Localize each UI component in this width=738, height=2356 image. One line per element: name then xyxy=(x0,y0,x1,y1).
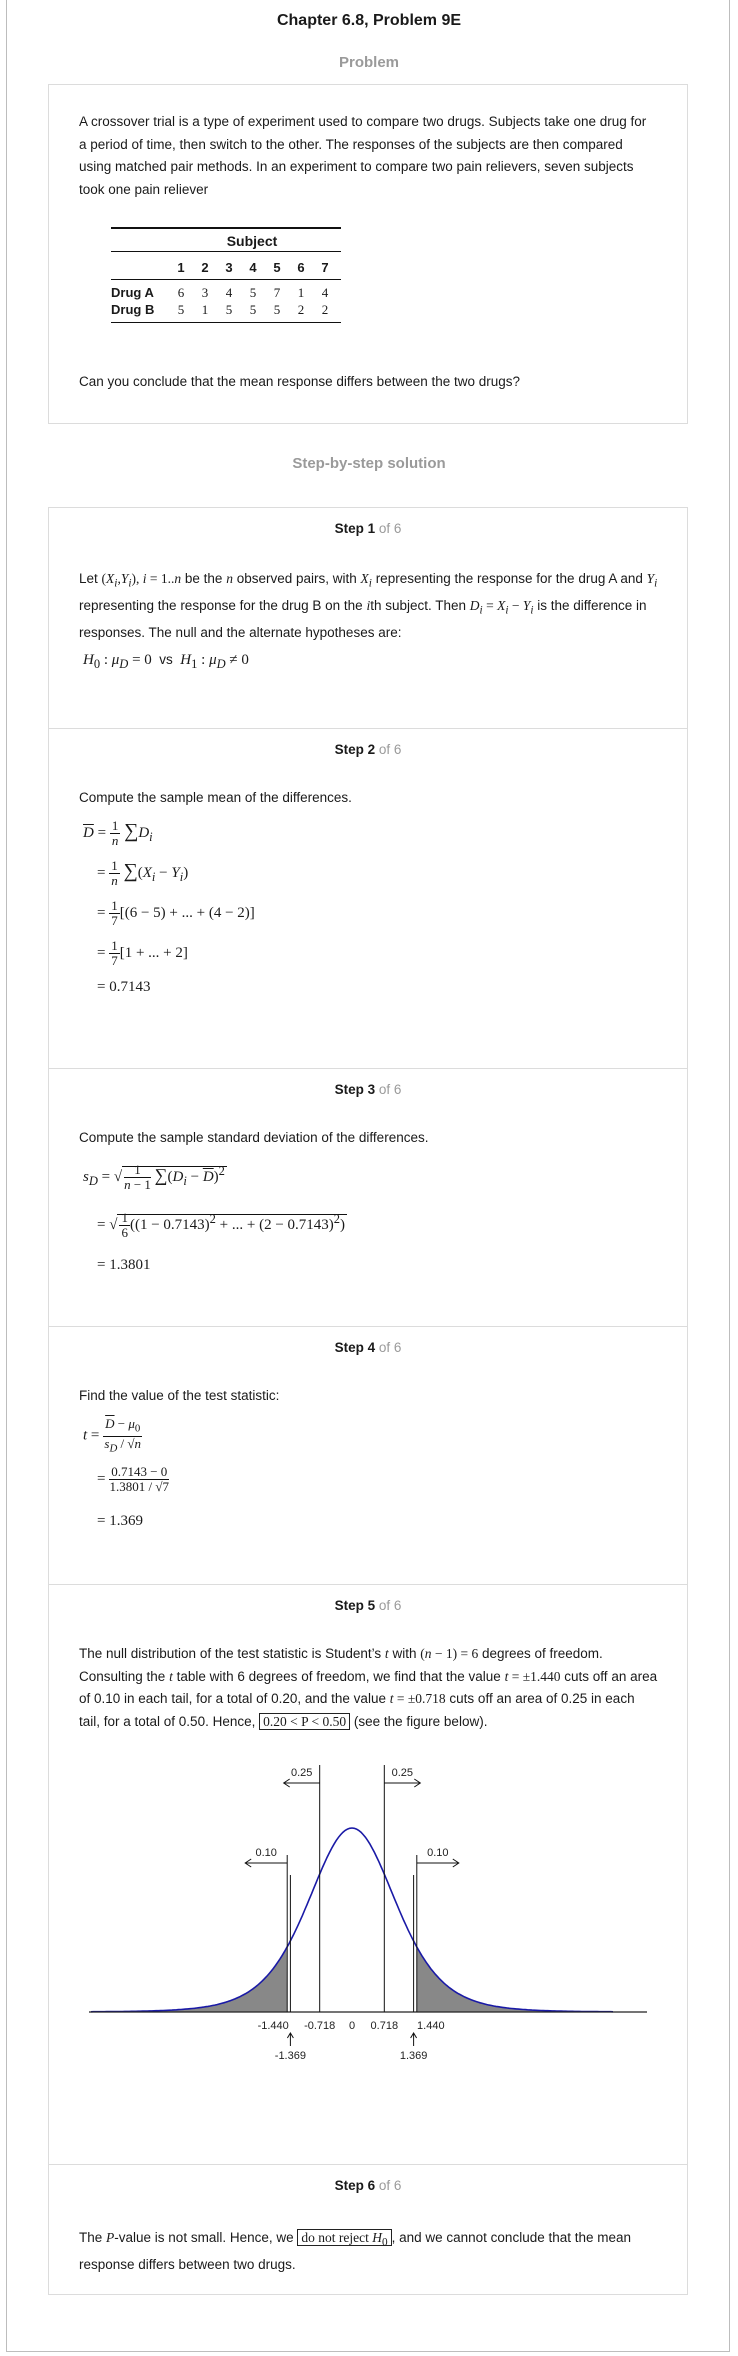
problem-question: Can you conclude that the mean response differs between the two drugs? xyxy=(79,374,521,389)
p-range-box: 0.20 < P < 0.50 xyxy=(259,1713,350,1730)
step-4-card xyxy=(48,1327,688,1585)
mean-eq-1: $\overline{D}$ = $\frac{1}{n}$ $\sum D_i$ xyxy=(83,818,153,848)
step-1-card xyxy=(48,507,688,729)
mean-eq-2: = $\frac{1}{n}$ $\sum(X_i - Y_i)$ xyxy=(97,858,189,888)
area-arrow xyxy=(245,1859,287,1867)
step-4-title: Step 4 of 6 xyxy=(334,1340,402,1355)
area-label: 0.10 xyxy=(255,1847,277,1859)
step-4-intro: Find the value of the test statistic: xyxy=(79,1388,280,1403)
drug-value: 1 xyxy=(201,302,209,317)
t-result: = 1.369 xyxy=(97,1513,143,1529)
step-5-title: Step 5 of 6 xyxy=(334,1598,402,1613)
drug-value: 5 xyxy=(249,285,257,300)
step-5-card xyxy=(48,1585,688,2165)
drug-label: Drug B xyxy=(111,302,155,317)
observed-label: 1.369 xyxy=(399,2050,428,2062)
tick-label: 0.718 xyxy=(370,2020,399,2032)
solution-heading: Step-by-step solution xyxy=(292,455,446,472)
hypotheses: $H_0$ : $\mu_D = 0$ vs $H_1$ : $\mu_D \ne 0$ xyxy=(83,652,249,671)
observed-arrow xyxy=(287,2033,293,2046)
drug-row xyxy=(111,301,341,318)
tick-label: -0.718 xyxy=(304,2020,336,2032)
drug-value: 2 xyxy=(321,302,329,317)
step-1-title: Step 1 of 6 xyxy=(334,521,402,536)
drug-value: 5 xyxy=(273,302,281,317)
tick-label: -1.440 xyxy=(257,2020,289,2032)
area-label: 0.25 xyxy=(290,1767,313,1779)
drug-value: 5 xyxy=(177,302,185,317)
step-2-intro: Compute the sample mean of the differences. xyxy=(79,790,352,805)
subject-number: 2 xyxy=(201,260,209,275)
problem-text: A crossover trial is a type of experiment used to compare two drugs. Subjects take one drug for a period of time, then switch to the other. The responses of the subjects are then compared using matched pair methods. In an experiment to compare two pain relievers, seven subjects took one pain reliever xyxy=(79,114,647,197)
step-2-card xyxy=(48,729,688,1069)
tick-label: 0 xyxy=(348,2020,356,2032)
area-label: 0.25 xyxy=(391,1767,414,1779)
observed-label: -1.369 xyxy=(274,2050,306,2062)
drug-value: 3 xyxy=(201,285,209,300)
conclusion-box: do not reject $H_0$ xyxy=(297,2229,391,2246)
step-6-title: Step 6 of 6 xyxy=(334,2178,402,2193)
subject-number: 3 xyxy=(225,260,233,275)
drug-row xyxy=(111,284,341,301)
step-6-text: The P-value is not small. Hence, we do not reject $H_0$ , and we cannot conclude that the mean response differs between two drugs. xyxy=(79,2230,632,2273)
area-arrow xyxy=(417,1859,459,1867)
mean-eq-3: = $\frac{1}{7}$ [(6 − 5) + ... + (4 − 2)] xyxy=(97,898,255,928)
drug-value: 1 xyxy=(297,285,305,300)
page-title: Chapter 6.8, Problem 9E xyxy=(276,12,462,29)
step-6-card xyxy=(48,2165,688,2295)
subject-header xyxy=(165,252,341,255)
drug-value: 5 xyxy=(225,302,233,317)
step-3-card xyxy=(48,1069,688,1327)
tick-label: 1.440 xyxy=(417,2020,445,2032)
drug-value: 4 xyxy=(225,285,233,300)
left-tail-area xyxy=(91,1948,287,2012)
right-tail-area xyxy=(417,1947,613,2012)
sd-eq-1: $s_D$ = √ $\frac{1}{n - 1}$ $\sum(D_i - \overline{D})^2$ xyxy=(83,1162,225,1192)
drug-value: 4 xyxy=(321,285,329,300)
t-distribution-figure xyxy=(49,1745,687,2135)
problem-heading: Problem xyxy=(338,54,399,71)
mean-eq-4: = $\frac{1}{7}$ [1 + ... + 2] xyxy=(97,938,188,968)
step-2-title: Step 2 of 6 xyxy=(334,742,402,757)
step-3-intro: Compute the sample standard deviation of the differences. xyxy=(79,1130,429,1145)
t-eq-1: t = $\frac{\overline{D} - \mu_0}{s_D / √n}$ xyxy=(83,1416,142,1455)
subject-number: 1 xyxy=(177,260,185,275)
drug-value: 7 xyxy=(273,285,281,300)
mean-result: = 0.7143 xyxy=(97,979,151,995)
area-arrow xyxy=(384,1779,420,1787)
drug-label: Drug A xyxy=(111,285,154,300)
subject-number: 4 xyxy=(249,260,257,275)
table-caption: Subject xyxy=(226,233,278,249)
step-3-title: Step 3 of 6 xyxy=(334,1082,402,1097)
area-arrow xyxy=(284,1779,320,1787)
subject-number: 5 xyxy=(273,260,281,275)
observed-arrow xyxy=(411,2033,417,2046)
problem-card xyxy=(48,84,688,424)
subject-number: 6 xyxy=(297,260,305,275)
sd-eq-2: = √ $\frac{1}{6}$ ($(1 - 0.7143)^2$ + ... + $(2 - 0.7143)^2$) xyxy=(97,1210,346,1240)
area-label: 0.10 xyxy=(427,1847,449,1859)
step-1-text: Let $(X_i,Y_i)$, i = 1..n be the n observed pairs, with $X_i$ representing the response for the drug A and $Y_i$ representing the response for the drug B on the ith subject. Then $D_i = X_i - Y_i$ is the difference in responses. The null and the alternate hypotheses are: xyxy=(79,571,658,641)
t-eq-2: = $\frac{0.7143 - 0}{1.3801 / √7}$ xyxy=(97,1464,170,1494)
drug-value: 5 xyxy=(249,302,257,317)
step-5-text: The null distribution of the test statistic is Student’s t with (n − 1) = 6 degrees of freedom. Consulting the t table with 6 degrees of freedom, we find that the value t = ±1.440 cuts off an area of 0.10 in each tail, for a total of 0.20, and the value t = ±0.718 cuts off an area of 0.25 in each tail, for a total of 0.50. Hence, 0.20 < P < 0.50 (see the figure below). xyxy=(79,1646,658,1729)
drug-value: 2 xyxy=(297,302,305,317)
subject-number: 7 xyxy=(321,260,329,275)
drug-value: 6 xyxy=(177,285,185,300)
density-curve xyxy=(91,1828,613,2012)
drug-table xyxy=(111,227,341,323)
sd-result: = 1.3801 xyxy=(97,1257,151,1273)
